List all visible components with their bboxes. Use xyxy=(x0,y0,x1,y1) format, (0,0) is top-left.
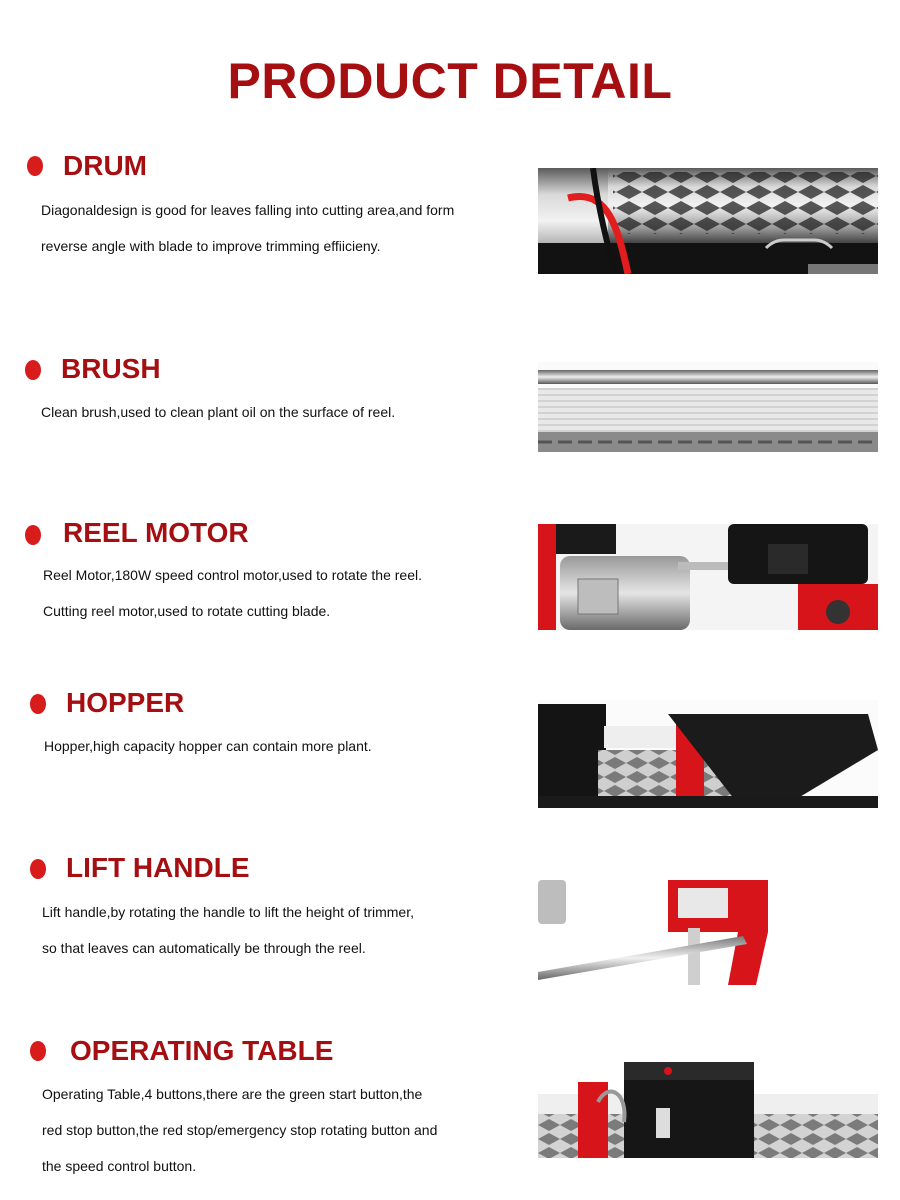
section-text: Reel Motor,180W speed control motor,used to rotate the reel. xyxy=(43,567,422,583)
drum-photo xyxy=(538,168,878,274)
section-text: Cutting reel motor,used to rotate cutting blade. xyxy=(43,603,331,619)
bullet-icon xyxy=(25,525,41,545)
lift-handle-photo xyxy=(538,880,878,985)
section-text: so that leaves can automatically be through the reel. xyxy=(42,940,366,956)
operating-table-photo xyxy=(538,1062,878,1158)
section-heading: REEL MOTOR xyxy=(63,517,249,548)
bullet-icon xyxy=(25,360,41,380)
bullet-icon xyxy=(30,1041,46,1061)
page-title: PRODUCT DETAIL xyxy=(227,53,673,109)
section-heading: OPERATING TABLE xyxy=(70,1035,334,1066)
section-text: reverse angle with blade to improve trimming effiicieny. xyxy=(41,238,381,254)
section-heading: LIFT HANDLE xyxy=(66,852,250,883)
section-text: Diagonaldesign is good for leaves falling into cutting area,and form xyxy=(41,202,455,218)
bullet-icon xyxy=(27,156,43,176)
section-text: Lift handle,by rotating the handle to lift the height of trimmer, xyxy=(42,904,414,920)
bullet-icon xyxy=(30,859,46,879)
section-heading: HOPPER xyxy=(66,687,185,718)
reel-motor-photo xyxy=(538,524,878,630)
section-text: red stop button,the red stop/emergency stop rotating button and xyxy=(42,1122,438,1138)
hopper-photo xyxy=(538,700,878,808)
bullet-icon xyxy=(30,694,46,714)
section-text: Clean brush,used to clean plant oil on the surface of reel. xyxy=(41,404,396,420)
section-heading: DRUM xyxy=(63,150,147,181)
brush-photo xyxy=(538,362,878,452)
section-text: the speed control button. xyxy=(42,1158,197,1174)
section-text: Operating Table,4 buttons,there are the green start button,the xyxy=(42,1086,423,1102)
section-text: Hopper,high capacity hopper can contain more plant. xyxy=(44,738,372,754)
section-heading: BRUSH xyxy=(61,353,161,384)
